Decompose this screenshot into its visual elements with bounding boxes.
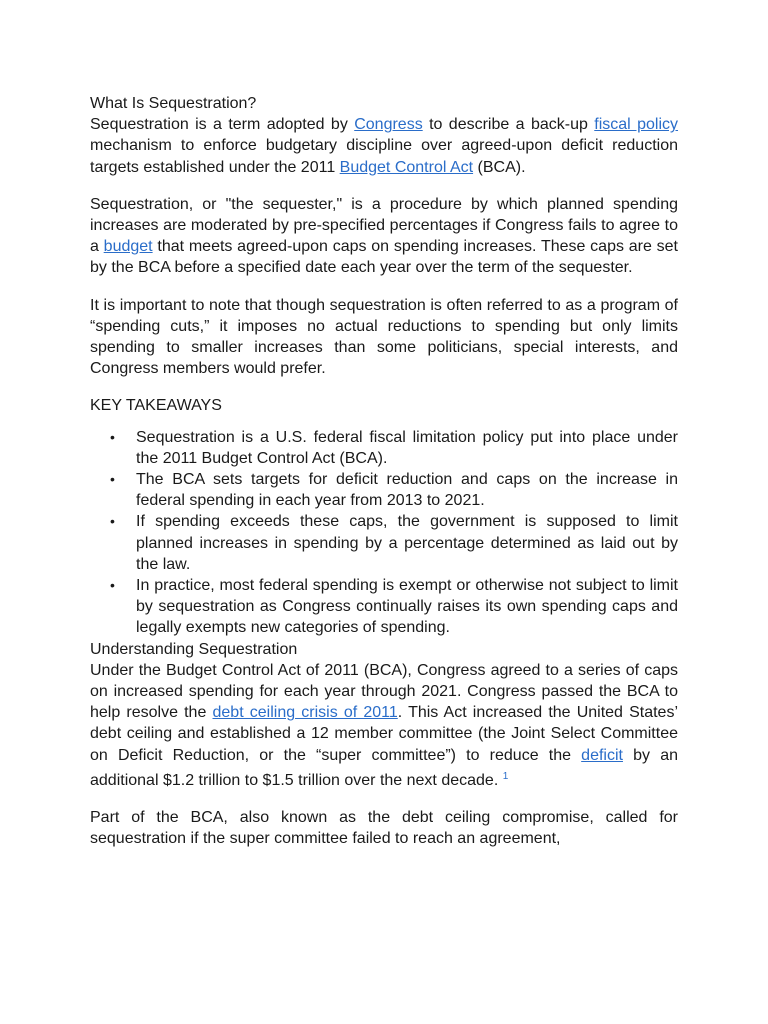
text-run: that meets agreed-upon caps on spending increases. These caps are set by the BCA before a specified date each year over the term of the sequester. [90, 238, 678, 277]
list-item-text: The BCA sets targets for deficit reduction and caps on the increase in federal spending in each year from 2013 to 2021. [136, 471, 678, 510]
text-run: (BCA). [473, 158, 526, 176]
text-run: Sequestration is a term adopted by [90, 116, 355, 134]
link-debt-ceiling-crisis[interactable]: debt ceiling crisis of 2011 [212, 704, 398, 722]
paragraph-bca-history [90, 660, 678, 791]
spacer [90, 791, 678, 807]
text-run: by an additional $1.2 trillion to $1.5 trillion over the next decade. [90, 746, 678, 789]
heading-key-takeaways: KEY TAKEAWAYS [90, 397, 222, 415]
key-takeaways-list [90, 427, 678, 639]
link-fiscal-policy[interactable]: fiscal policy [594, 116, 679, 134]
list-item [110, 427, 678, 469]
link-budget-control-act[interactable]: Budget Control Act [339, 158, 474, 176]
heading-what-is-sequestration: What Is Sequestration? [90, 95, 257, 112]
paragraph-definition [90, 114, 678, 178]
list-item-text: In practice, most federal spending is exempt or otherwise not subject to limit by sequestration as Congress continually raises its own spending caps and legally exempts new categories of spending. [136, 577, 678, 637]
list-item-text: If spending exceeds these caps, the government is supposed to limit planned increases in spending by a percentage determined as laid out by the law. [136, 513, 678, 573]
text-run: mechanism to enforce budgetary discipline over agreed-upon deficit reduction targets established under the 2011 [90, 137, 678, 176]
bullet-icon: • [110, 471, 115, 488]
bullet-icon: • [110, 577, 115, 594]
document-page [90, 93, 678, 850]
list-item [110, 575, 678, 639]
list-item [110, 469, 678, 511]
list-item-text: Sequestration is a U.S. federal fiscal limitation policy put into place under the 2011 Budget Control Act (BCA). [136, 428, 678, 467]
spacer [90, 279, 678, 295]
bullet-icon: • [110, 513, 115, 530]
text-run: to describe a back-up [422, 116, 595, 134]
paragraph-debt-ceiling-compromise: Part of the BCA, also known as the debt ceiling compromise, called for sequestration if the super committee failed to reach an agreement, [90, 809, 678, 848]
spacer [90, 178, 678, 194]
bullet-icon: • [110, 428, 115, 445]
spacer [90, 379, 678, 395]
list-item [110, 511, 678, 575]
link-congress[interactable]: Congress [354, 116, 423, 134]
footnote-reference[interactable]: 1 [502, 770, 509, 782]
heading-understanding-sequestration: Understanding Sequestration [90, 640, 298, 658]
link-deficit[interactable]: deficit [581, 746, 623, 764]
text-run: Sequestration, or "the sequester," is a procedure by which planned spending increases are moderated by pre-specified percentages if Congress fails to agree to a [90, 195, 678, 256]
text-run: . This Act increased the United States’ debt ceiling and established a 12 member committee (the Joint Select Committee on Deficit Reduction, or the “super committee”) to reduce the [90, 704, 679, 764]
text-run: Under the Budget Control Act of 2011 (BCA), Congress agreed to a series of caps on increased spending for each year through 2021. Congress passed the BCA to help resolve the [90, 661, 678, 722]
paragraph-spending-cuts-note: It is important to note that though sequestration is often referred to as a program of “spending cuts,” it imposes no actual reductions to spending but only limits spending to smaller increases than some politicians, special interests, and Congress members would prefer. [90, 296, 678, 378]
link-budget[interactable]: budget [103, 238, 153, 256]
paragraph-procedure [90, 194, 678, 279]
